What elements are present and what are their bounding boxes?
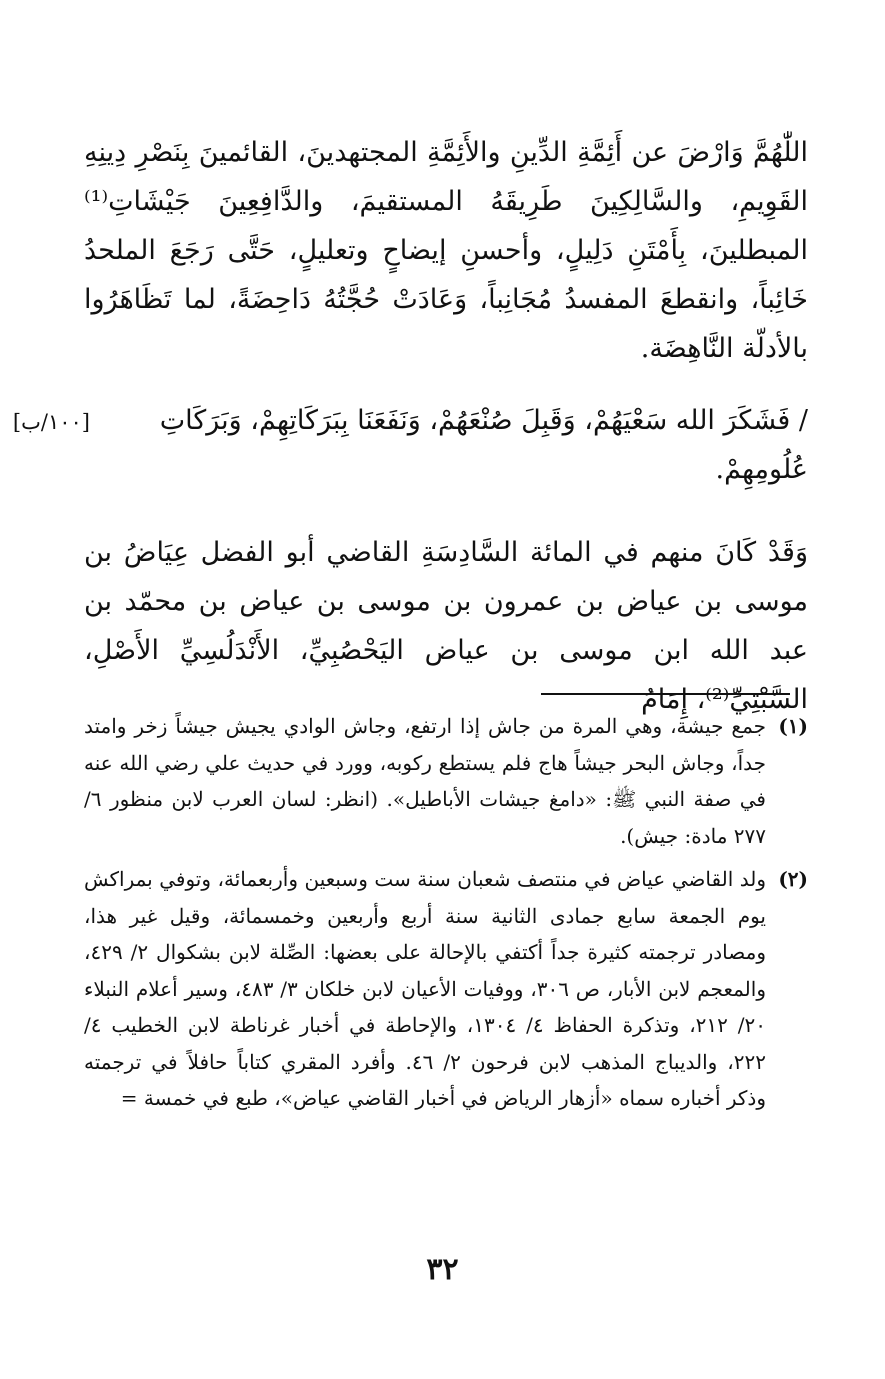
footnotes	[84, 708, 808, 1117]
paragraph-2: / فَشَكَرَ الله سَعْيَهُمْ، وَقَبِلَ صُنْعَهُمْ، وَنَفَعَنَا بِبَرَكَاتِهِمْ، وَبَرَكَاتِ عُلُومِهِمْ.	[159, 405, 808, 485]
footnote-1	[84, 708, 808, 854]
footnote-text: جمع جيشة، وهي المرة من جاش إذا ارتفع، وجاش الوادي يجيش جيشاً زخر وامتد جداً، وجاش البحر جيشاً هاج فلم يستطع ركوبه، وورد في حديث علي رضي الله عنه في صفة النبي ﷺ: «دامغ جيشات الأباطيل». (انظر: لسان العرب لابن منظور ٦/ ٢٧٧ مادة: جيش).	[84, 714, 766, 848]
footnote-2	[84, 861, 808, 1117]
margin-folio-note: [١٠٠/ب]	[12, 410, 90, 434]
footnote-number: (١)	[778, 714, 808, 738]
footnote-separator	[541, 693, 790, 695]
paragraph-2-container	[84, 396, 808, 494]
paragraph-1: اللّٰهُمَّ وَارْضَ عن أَئِمَّةِ الدِّينِ والأَئِمَّةِ المجتهدينَ، القائمينَ بِنَصْرِ دِينِهِ القَوِيمِ، والسَّالِكِينَ طَرِيقَهُ المستقيمَ، والدَّافِعِينَ جَيْشَاتِ⁽¹⁾ المبطلينَ، بِأَمْتَنِ دَلِيلٍ، وأحسنِ إيضاحٍ وتعليلٍ، حَتَّى رَجَعَ الملحدُ خَائِباً، وانقطعَ المفسدُ مُجَانِباً، وَعَادَتْ حُجَّتُهُ دَاحِضَةً، لما تَظَاهَرُوا بالأدلّة النَّاهِضَة.	[84, 137, 808, 364]
footnote-text: ولد القاضي عياض في منتصف شعبان سنة ست وسبعين وأربعمائة، وتوفي بمراكش يوم الجمعة سابع جمادى الثانية سنة أربع وأربعين وخمسمائة، وقيل غير هذا، ومصادر ترجمته كثيرة جداً أكتفي بالإحالة على بعضها: الصِّلة لابن بشكوال ٢/ ٤٢٩، والمعجم لابن الأبار، ص ٣٠٦، ووفيات الأعيان لابن خلكان ٣/ ٤٨٣، وسير أعلام النبلاء ٢٠/ ٢١٢، وتذكرة الحفاظ ٤/ ١٣٠٤، والإحاطة في أخبار غرناطة لابن الخطيب ٤/ ٢٢٢، والديباج المذهب لابن فرحون ٢/ ٤٦. وأفرد المقري كتاباً حافلاً في ترجمته وذكر أخباره سماه «أزهار الرياض في أخبار القاضي عياض»، طبع في خمسة =	[84, 867, 767, 1110]
page-number: ٣٢	[426, 1252, 459, 1287]
paragraph-3: وَقَدْ كَانَ منهم في المائة السَّادِسَةِ القاضي أبو الفضل عِيَاضُ بن موسى بن عياض بن عمرون بن موسى بن عياض بن محمّد بن عبد الله ابن موسى بن عياض اليَحْصُبِيِّ، الأَنْدَلُسِيِّ الأَصْلِ، السَّبْتِيِّ⁽²⁾، إِمَامُ	[84, 537, 808, 715]
footnote-number: (٢)	[778, 867, 808, 891]
